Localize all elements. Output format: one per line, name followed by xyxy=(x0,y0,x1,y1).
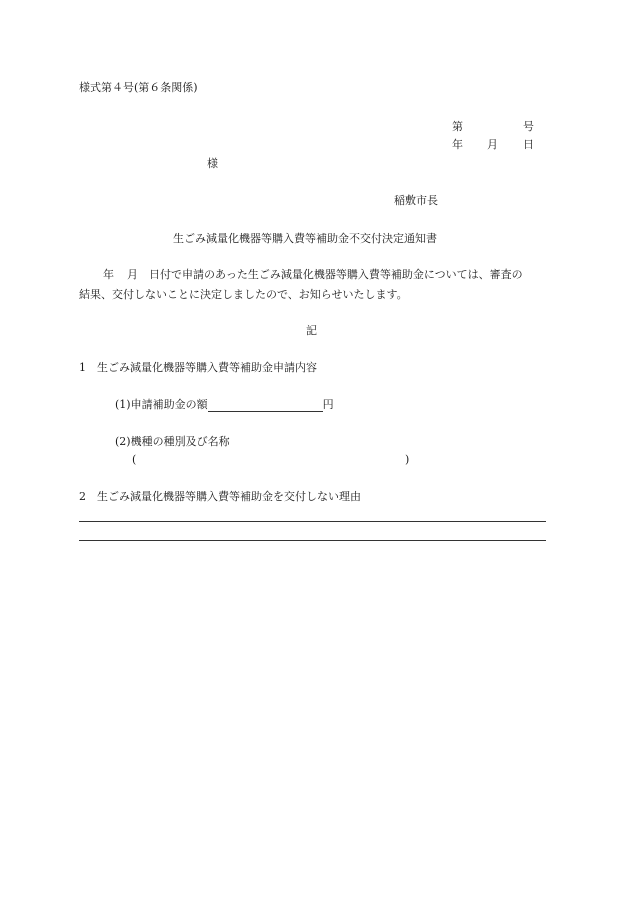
paren-open: ( xyxy=(132,453,137,466)
section2-heading: 生ごみ減量化機器等購入費等補助金を交付しない理由 xyxy=(97,490,361,503)
issuer-name: 稲敷市長 xyxy=(394,194,438,207)
recipient-honorific: 様 xyxy=(207,157,218,170)
doc-number-suffix: 号 xyxy=(523,120,534,133)
paren-close: ) xyxy=(405,453,410,466)
document-title: 生ごみ減量化機器等購入費等補助金不交付決定通知書 xyxy=(173,232,437,245)
amount-blank-line xyxy=(208,399,323,412)
reason-line-1 xyxy=(79,521,546,522)
section2-number: 2 xyxy=(79,490,86,503)
doc-date-day: 日 xyxy=(523,138,534,151)
doc-number-prefix: 第 xyxy=(452,120,463,133)
doc-date-month: 月 xyxy=(487,138,498,151)
ki-mark: 記 xyxy=(306,324,317,337)
form-label: 様式第４号(第６条関係) xyxy=(79,81,198,94)
body-month: 月 xyxy=(127,268,138,281)
body-line2: 結果、交付しないことに決定しましたので、お知らせいたします。 xyxy=(79,288,408,301)
reason-line-2 xyxy=(79,540,546,541)
item1-unit: 円 xyxy=(322,398,334,411)
body-year: 年 xyxy=(103,268,114,281)
doc-date-year: 年 xyxy=(452,138,463,151)
body-line1-rest: 日付で申請のあった生ごみ減量化機器等購入費等補助金については、審査の xyxy=(149,268,523,281)
section1-number: 1 xyxy=(79,361,86,374)
item1-label: (1)申請補助金の額 xyxy=(115,398,208,411)
item2-label: (2)機種の種別及び名称 xyxy=(115,435,230,448)
section1-heading: 生ごみ減量化機器等購入費等補助金申請内容 xyxy=(97,361,317,374)
item1-row xyxy=(115,398,334,412)
